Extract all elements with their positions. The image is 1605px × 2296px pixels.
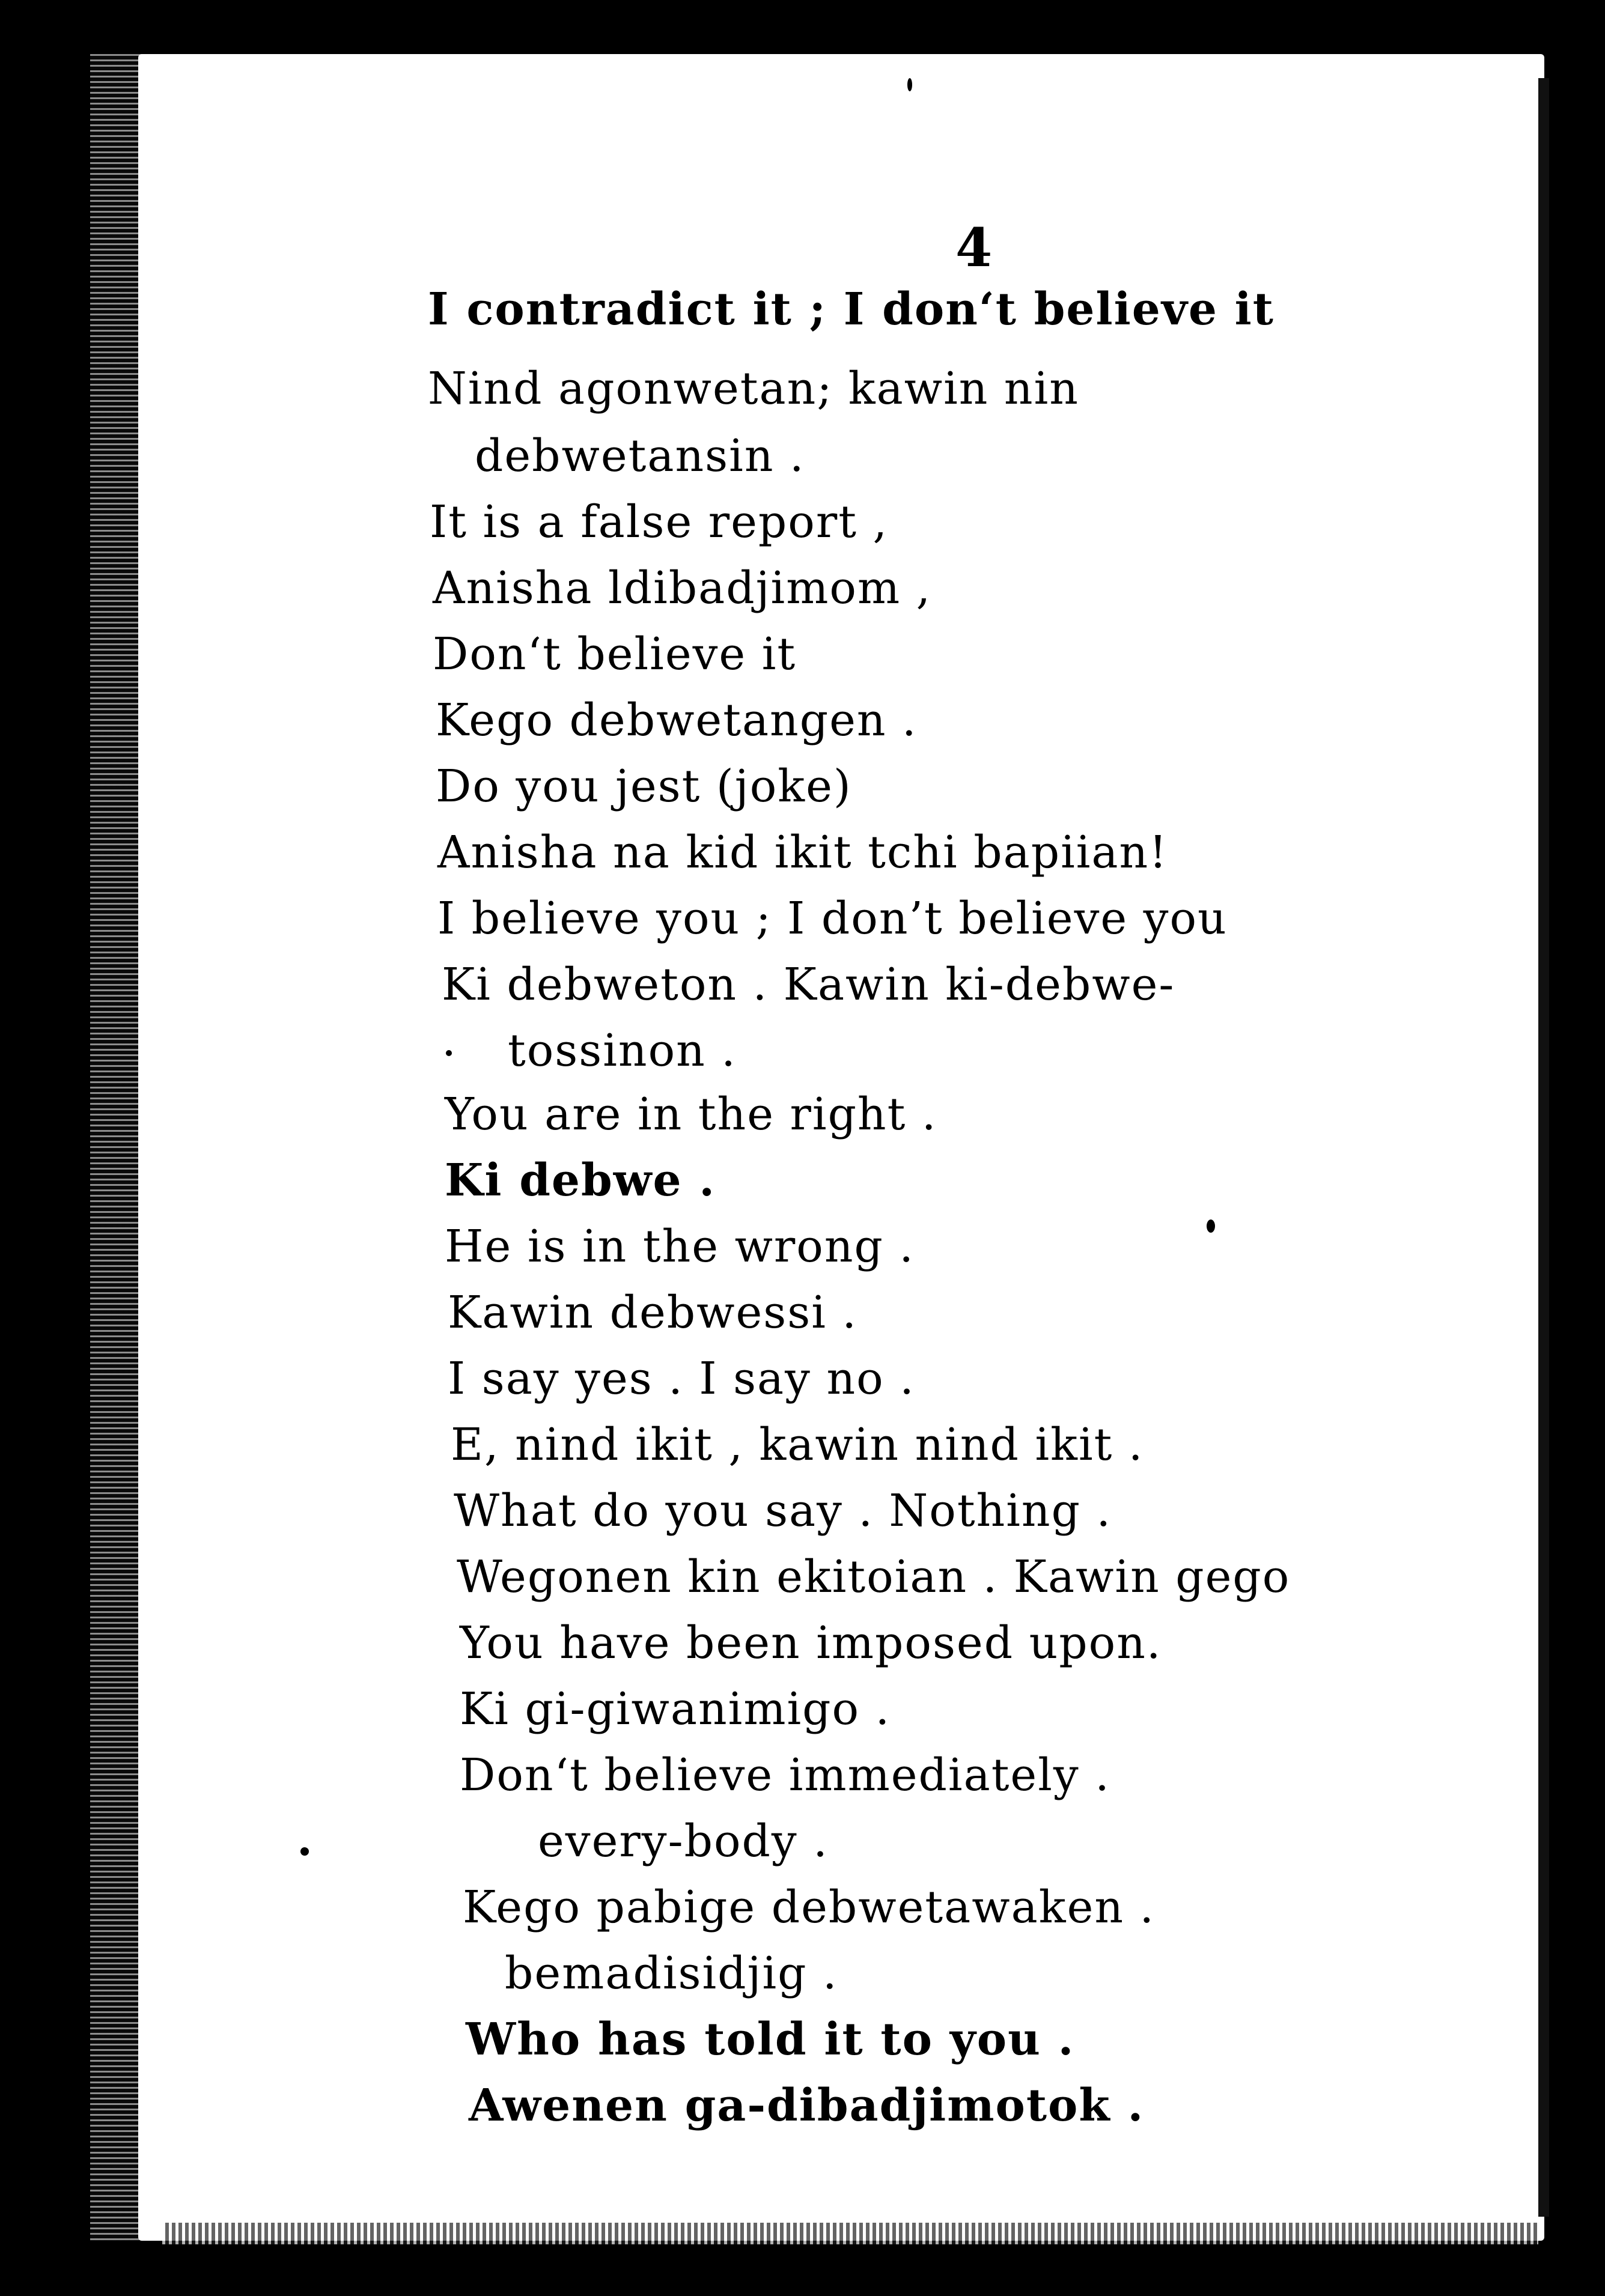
text-line: debwetansin . (475, 430, 805, 482)
text-line: Nind agonwetan; kawin nin (428, 363, 1079, 415)
text-line: bemadisidjig . (505, 1948, 838, 1999)
text-line: E, nind ikit , kawin nind ikit . (451, 1419, 1144, 1471)
text-line: Kawin debwessi . (448, 1287, 857, 1338)
text-line: It is a false report , (430, 496, 889, 548)
right-page-edge (1538, 78, 1549, 2217)
text-line: I believe you ; I don’t believe you (437, 893, 1228, 944)
text-line: Don‘t believe it (433, 628, 797, 680)
bottom-page-edge (162, 2223, 1538, 2244)
text-line: Anisha na kid ikit tchi bapiian! (437, 827, 1168, 878)
ink-speck (907, 78, 912, 91)
text-line: Who has told it to you . (466, 2014, 1075, 2065)
ink-speck (300, 1847, 309, 1856)
ink-speck (1207, 1219, 1215, 1233)
text-line: Kego pabige debwetawaken . (463, 1881, 1156, 1933)
text-line: You are in the right . (445, 1089, 937, 1140)
text-line: I contradict it ; I don‘t believe it (428, 284, 1275, 335)
ink-speck (446, 1050, 452, 1056)
text-line: tossinon . (508, 1025, 737, 1077)
text-line: Ki gi-giwanimigo . (460, 1683, 891, 1735)
text-line: I say yes . I say no . (448, 1353, 915, 1405)
text-line: What do you say . Nothing . (454, 1485, 1112, 1537)
text-line: Ki debweton . Kawin ki-debwe- (442, 959, 1175, 1010)
text-line: every-body . (538, 1815, 829, 1867)
text-line: Ki debwe . (445, 1155, 716, 1206)
text-line: Awenen ga-dibadjimotok . (469, 2080, 1145, 2131)
text-line: You have been imposed upon. (460, 1617, 1162, 1669)
text-line: Anisha ldibadjimom , (433, 562, 932, 614)
text-line: Kego debwetangen . (436, 694, 918, 746)
text-line: Do you jest (joke) (436, 761, 852, 812)
page-number: 4 (955, 216, 993, 279)
text-line: Wegonen kin ekitoian . Kawin gego (457, 1551, 1291, 1603)
text-line: He is in the wrong . (445, 1221, 915, 1272)
text-line: Don‘t believe immediately . (460, 1749, 1110, 1801)
